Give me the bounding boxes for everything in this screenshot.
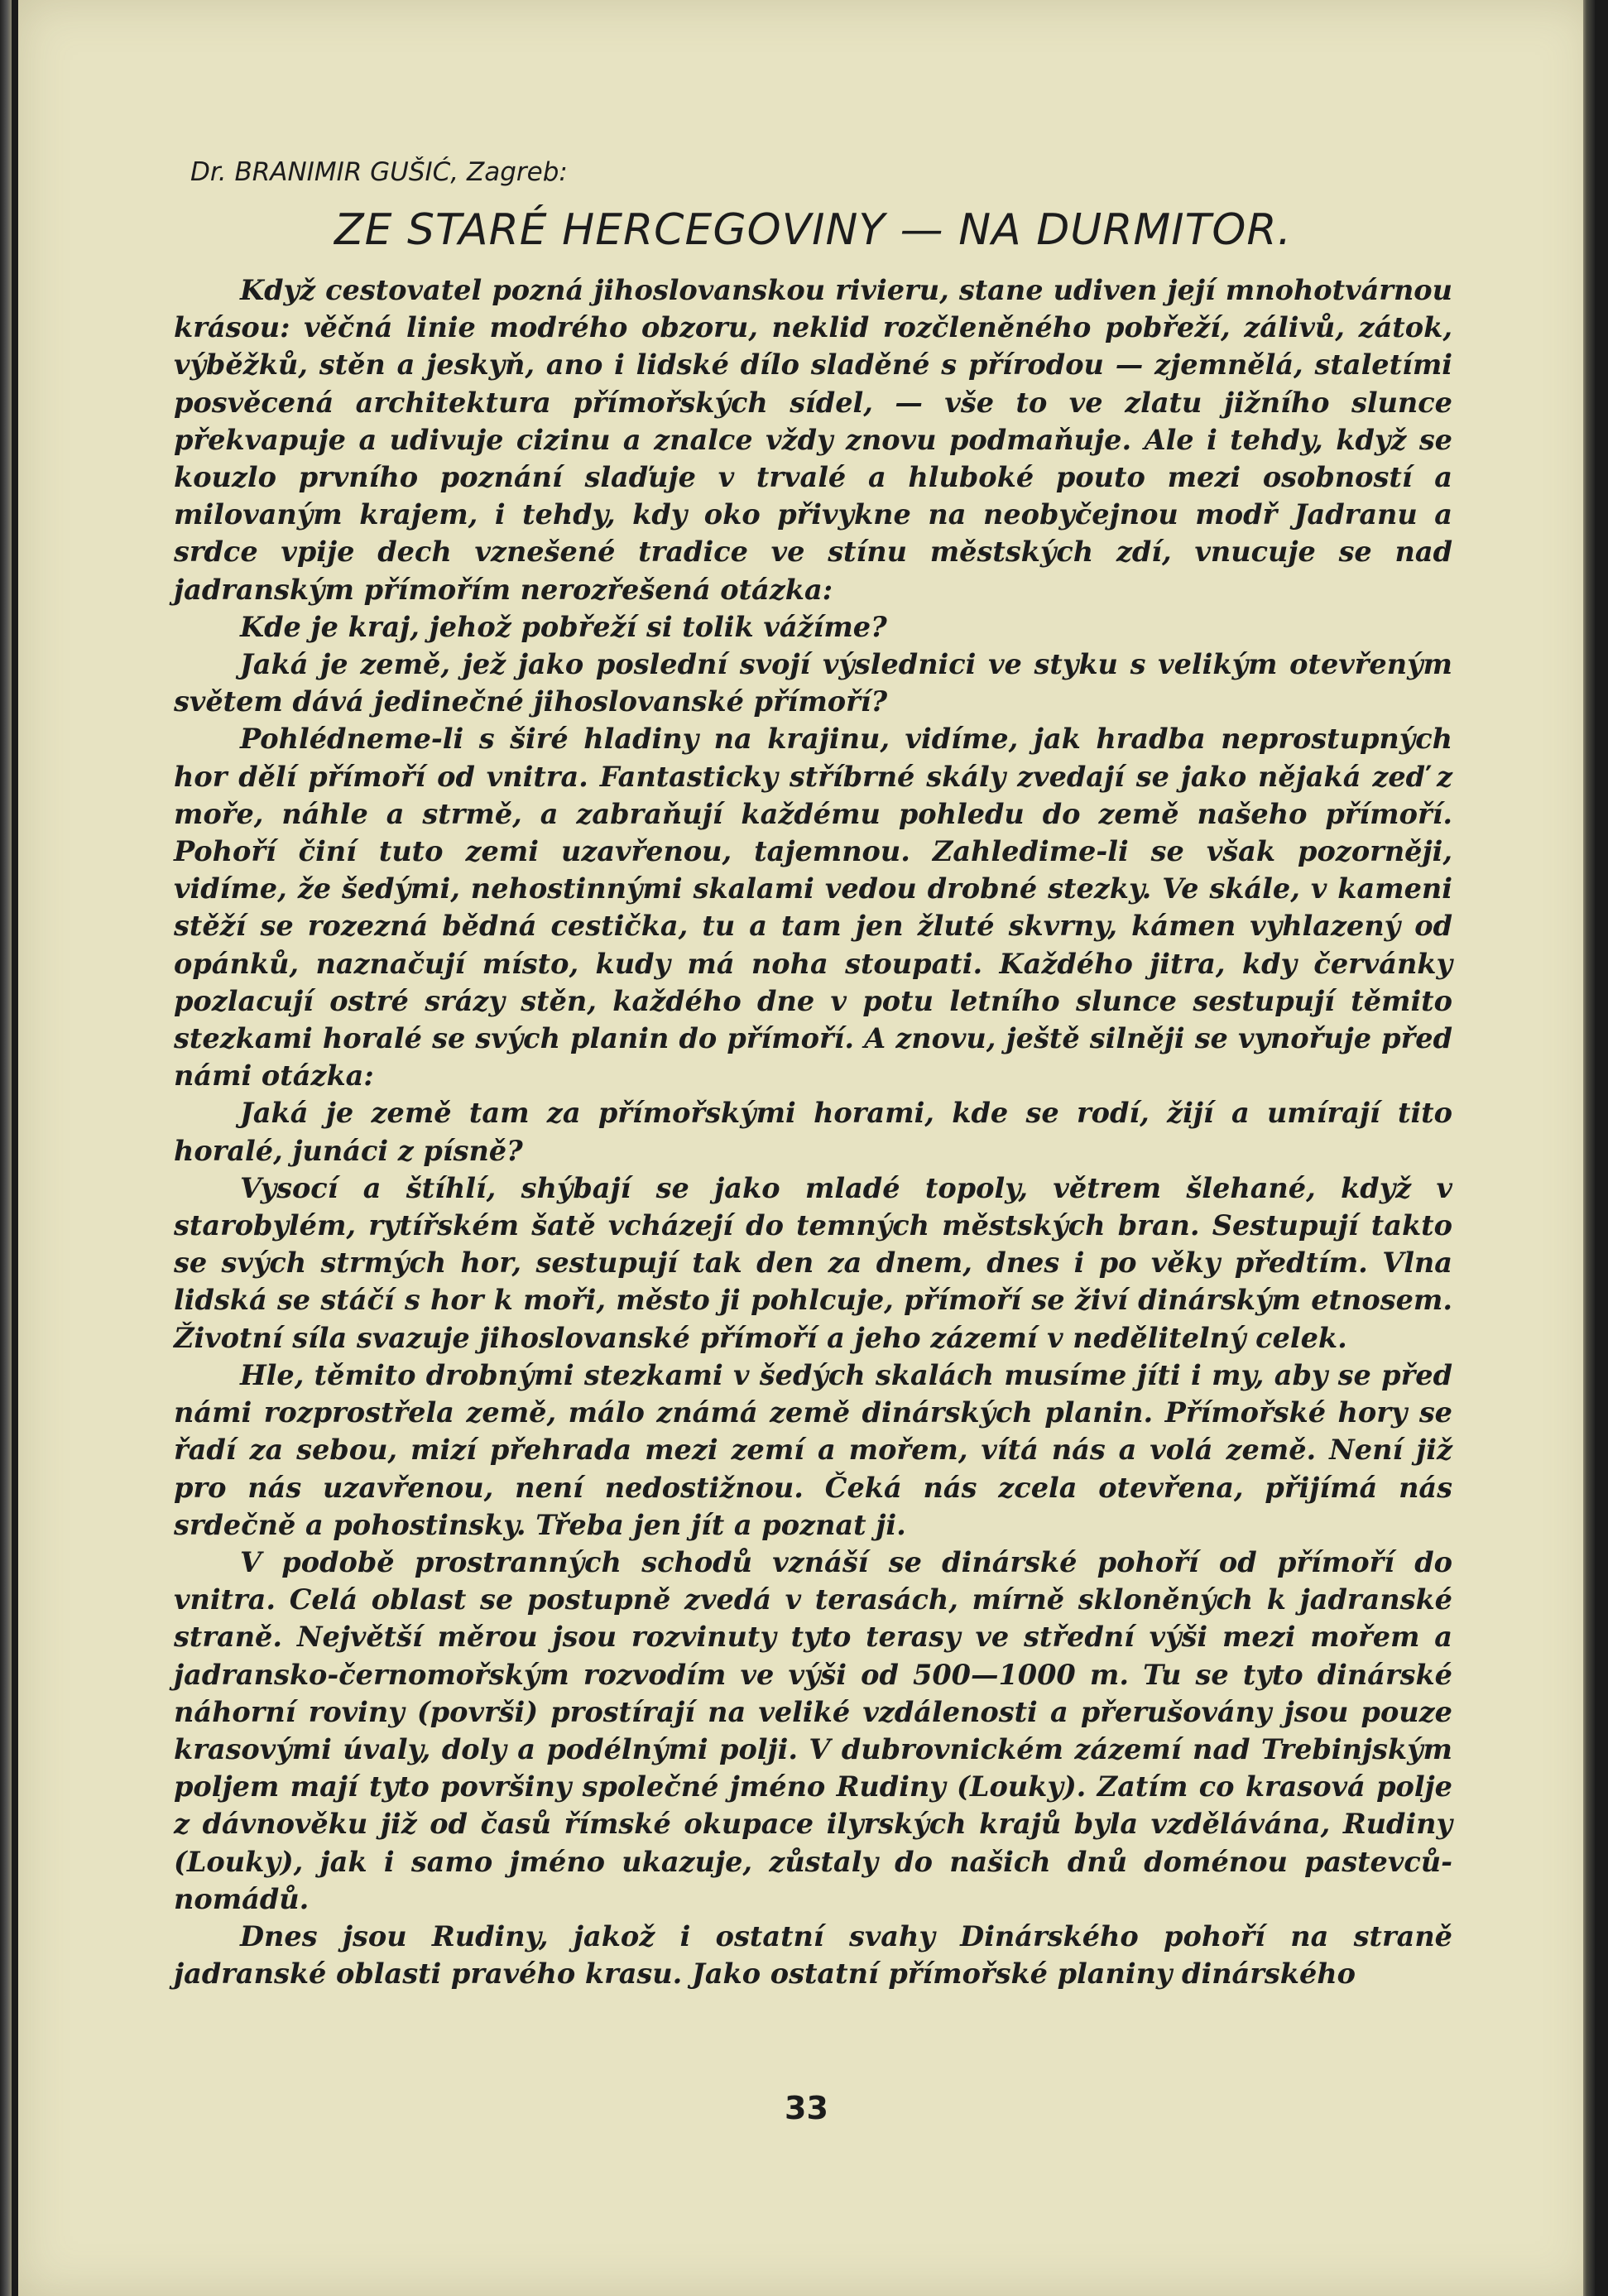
paragraph-6: Vysocí a štíhlí, shýbají se jako mladé topoly, větrem šlehané, když v starobylém, rytířském šatě vcházejí do temných městských bran. Sestupují takto se svých strmých hor, sestupují tak den za dnem, dnes i po věky předtím. Vlna lidská se stáčí s hor k moři, město ji pohlcuje, přímoří se živí dinárským etnosem. Životní síla svazuje jihoslovanské přímoří a jeho zázemí v nedělitelný celek.: [174, 1171, 1452, 1354]
paragraph-3: Jaká je země, jež jako poslední svojí výslednici ve styku s velikým otevřeným světem dává jedinečné jihoslovanské přímoří?: [174, 648, 1452, 718]
paragraph-2: Kde je kraj, jehož pobřeží si tolik vážíme?: [240, 610, 887, 643]
author-byline: Dr. BRANIMIR GUŠIĆ, Zagreb:: [190, 157, 568, 187]
paragraph-8: V podobě prostranných schodů vznáší se dinárské pohoří od přímoří do vnitra. Celá oblast se postupně zvedá v terasách, mírně skloněných k jadranské straně. Největší měrou jsou rozvinuty tyto terasy ve střední výši mezi mořem a jadransko-černomořským rozvodím ve výši od 500—1000 m. Tu se tyto dinárské náhorní roviny (površi) prostírají na veliké vzdálenosti a přerušovány jsou pouze krasovými úvaly, doly a podélnými polji. V dubrovnickém zázemí nad Trebinjským poljem mají tyto površiny společné jméno Rudiny (Louky). Zatím co krasová polje z dávnověku již od časů římské okupace ilyrských krajů byla vzdělávána, Rudiny (Louky), jak i samo jméno ukazuje, zůstaly do našich dnů doménou pastevců-nomádů.: [174, 1545, 1452, 1915]
page-right-edge: [1583, 0, 1595, 2296]
paragraph-5: Jaká je země tam za přímořskými horami, kde se rodí, žijí a umírají tito horalé, junáci z písně?: [174, 1097, 1452, 1167]
book-spine-edge: [0, 0, 12, 2296]
paragraph-7: Hle, těmito drobnými stezkami v šedých skalách musíme jíti i my, aby se před námi rozprostřela země, málo známá země dinárských planin. Přímořské hory se řadí za sebou, mizí přehrada mezi zemí a mořem, vítá nás a volá země. Není již pro nás uzavřenou, není nedostižnou. Čeká nás zcela otevřena, přijímá nás srdečně a pohostinsky. Třeba jen jít a poznat ji.: [174, 1358, 1452, 1541]
paragraph-1: Když cestovatel pozná jihoslovanskou rivieru, stane udiven její mnohotvárnou krásou: věčná linie modrého obzoru, neklid rozčleněného pobřeží, zálivů, zátok, výběžků, stěn a jeskyň, ano i lidské dílo sladěné s přírodou — zjemnělá, staletími posvěcená architektura přímořských sídel, — vše to ve zlatu jižního slunce překvapuje a udivuje cizinu a znalce vždy znovu podmaňuje. Ale i tehdy, když se kouzlo prvního poznání slaďuje v trvalé a hluboké pouto mezi osobností a milovaným krajem, i tehdy, kdy oko přivykne na neobyčejnou modř Jadranu a srdce vpije dech vznešené tradice ve stínu městských zdí, vnucuje se nad jadranským přímořím nerozřešená otázka:: [174, 274, 1452, 606]
article-content: [174, 157, 1452, 1992]
page-number: 33: [785, 2090, 828, 2126]
paragraph-9: Dnes jsou Rudiny, jakož i ostatní svahy Dinárského pohoří na straně jadranské oblasti pravého krasu. Jako ostatní přímořské planiny dinárského: [174, 1919, 1452, 1991]
book-page: [18, 0, 1595, 2296]
article-title: ZE STARÉ HERCEGOVINY — NA DURMITOR.: [334, 205, 1292, 255]
paragraph-4: Pohlédneme-li s širé hladiny na krajinu, vidíme, jak hradba neprostupných hor dělí přímoří od vnitra. Fantasticky stříbrné skály zvedají se jako nějaká zeď z moře, náhle a strmě, a zabraňují každému pohledu do země našeho přímoří. Pohoří činí tuto zemi uzavřenou, tajemnou. Zahledime-li se však pozorněji, vidíme, že šedými, nehostinnými skalami vedou drobné stezky. Ve skále, v kameni stěží se rozezná bědná cestička, tu a tam jen žluté skvrny, kámen vyhlazený od opánků, naznačují místo, kudy má noha stoupati. Každého jitra, kdy červánky pozlacují ostré srázy stěn, každého dne v potu letního slunce sestupují těmito stezkami horalé se svých planin do přímoří. A znovu, ještě silněji se vynořuje před námi otázka:: [174, 723, 1452, 1093]
